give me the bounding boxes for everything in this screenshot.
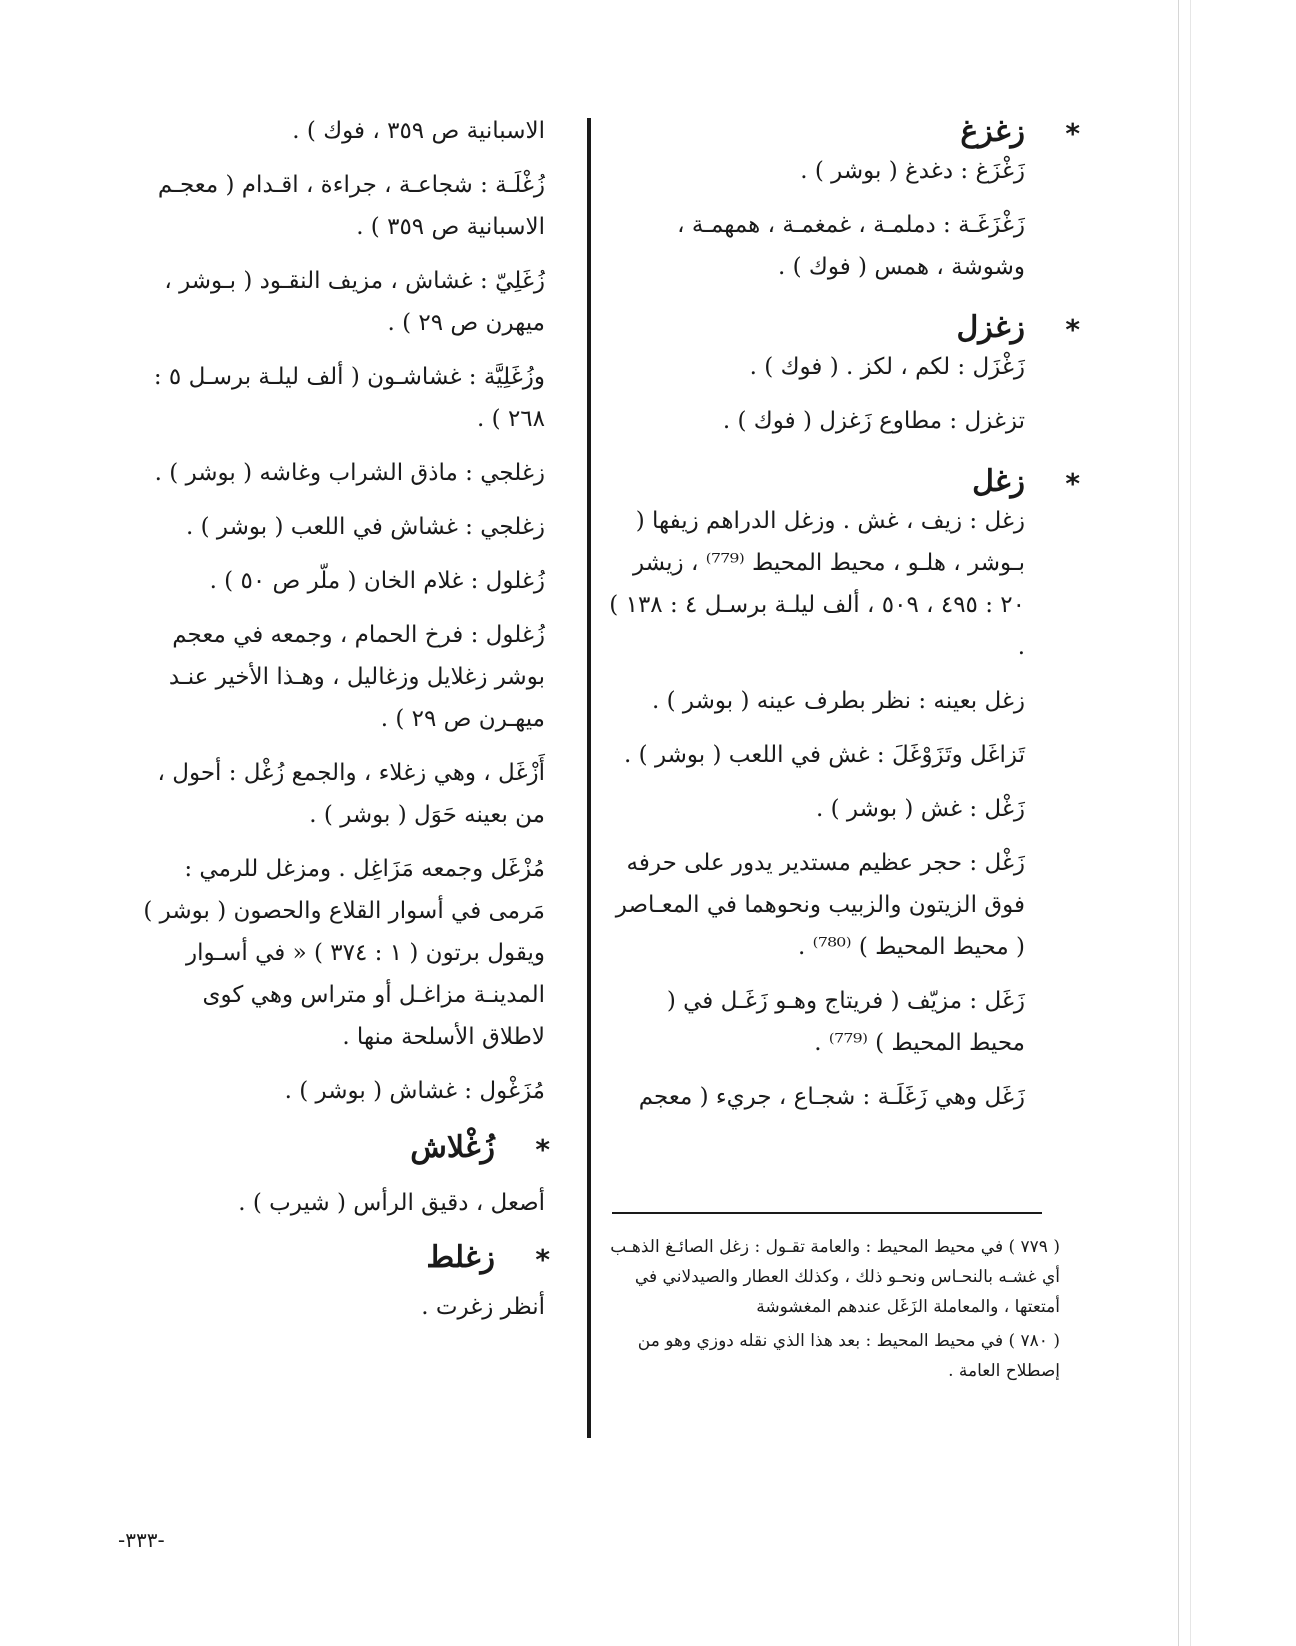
left-column — [135, 110, 550, 1340]
footnote: ( ٧٧٩ ) في محيط المحيط : والعامة تقـول : زغل الصائـغ الذهـب أي غشـه بالنحـاس ونحـو ذلك ، وكذلك العطار والصيدلاني في أمتعتها ، والمعاملة الزَغَل عندهم المغشوشة — [610, 1237, 1060, 1317]
entry-text: زُغلول : فرخ الحمام ، وجمعه في معجم بوشر زغلايل وزغاليل ، وهـذا الأخير عنـد ميهـرن ص ٢٩ ) . — [168, 622, 545, 732]
entry-text: مُزْغَل وجمعه مَزَاغِل . ومزغل للرمي : مَرمى في أسوار القلاع والحصون ( بوشر ) ويقول برتون ( ١ : ٣٧٤ ) « في أسـوار المدينـة مزاغـل أو متراس وهي كوى لاطلاق الأسلحة منها . — [143, 856, 545, 1050]
entry-text: زغلجي : ماذق الشراب وغاشه ( بوشر ) . — [154, 460, 545, 486]
entry-text: زُغلول : غلام الخان ( ملّر ص ٥٠ ) . — [209, 568, 545, 594]
footnote: ( ٧٨٠ ) في محيط المحيط : بعد هذا الذي نقله دوزي وهو من إصطلاح العامة . — [637, 1331, 1060, 1381]
entry-text: الاسبانية ص ٣٥٩ ، فوك ) . — [292, 118, 545, 144]
entry-heading-text: زغل — [972, 464, 1025, 499]
entry-heading — [605, 110, 1080, 154]
entry-text: زغلجي : غشاش في اللعب ( بوشر ) . — [186, 514, 545, 540]
entry-text: أنظر زغرت . — [421, 1294, 545, 1320]
entry-text: أصعل ، دقيق الرأس ( شيرب ) . — [238, 1190, 545, 1216]
entry-heading — [605, 306, 1080, 350]
entry-text: زَغَل : مزيّف ( فريتاج وهـو زَغَـل في ( محيط المحيط ) ⁽⁷⁷⁹⁾ . — [666, 988, 1025, 1056]
entry-star: * — [535, 1133, 550, 1166]
entry-heading — [135, 1236, 550, 1280]
entry-heading-text: زغزل — [956, 310, 1025, 345]
entry-text: زَغْزَل : لكم ، لكز . ( فوك ) . — [749, 354, 1025, 380]
entry-text: زُغْلَـة : شجاعـة ، جراءة ، اقـدام ( معجـم الاسبانية ص ٣٥٩ ) . — [157, 172, 545, 240]
entry-heading-text: زغلط — [426, 1240, 495, 1275]
entry-text: زَغْل : حجر عظيم مستدير يدور على حرفه فوق الزيتون والزبيب ونحوهما في المعـاصر ( محيط المحيط ) ⁽⁷⁸⁰⁾ . — [615, 850, 1025, 960]
entry-heading-text: زُغْلاش — [410, 1130, 495, 1165]
entry-text: أَزْغَل ، وهي زغلاء ، والجمع زُغْل : أحول ، من بعينه حَوَل ( بوشر ) . — [157, 760, 545, 828]
entry-star: * — [1065, 313, 1080, 346]
entry-text: وزُغَلِيَّة : غشاشـون ( ألف ليلـة برسـل ٥ : ٢٦٨ ) . — [153, 364, 545, 432]
entry-star: * — [1065, 467, 1080, 500]
entry-text: مُزَغْول : غشاش ( بوشر ) . — [284, 1078, 545, 1104]
entry-text: زَغْزَغ : دغدغ ( بوشر ) . — [800, 158, 1025, 184]
scan-edge-line — [1190, 0, 1191, 1646]
column-rule — [587, 118, 591, 1438]
entry-text: زَغَل وهي زَغَلَـة : شجـاع ، جريء ( معجم — [638, 1084, 1025, 1110]
entry-text: تزغزل : مطاوع زَغزل ( فوك ) . — [722, 408, 1025, 434]
entry-star: * — [535, 1243, 550, 1276]
page-number: -٣٣٣- — [118, 1528, 165, 1552]
entry-text: زَغْزَغَـة : دملمـة ، غمغمـة ، همهمـة ، وشوشة ، همس ( فوك ) . — [677, 212, 1025, 280]
entry-text: زُغَلِيّ : غشاش ، مزيف النقـود ( بـوشر ، ميهرن ص ٢٩ ) . — [164, 268, 545, 336]
entry-star: * — [1065, 117, 1080, 150]
entry-heading — [605, 460, 1080, 504]
entry-text: تَزاغَل وتَزَوْغَلَ : غش في اللعب ( بوشر ) . — [624, 742, 1025, 768]
footnotes — [610, 1232, 1060, 1390]
scan-edge-line — [1178, 0, 1179, 1646]
entry-heading — [135, 1126, 550, 1170]
right-column — [605, 110, 1080, 1130]
footnote-separator — [612, 1212, 1042, 1214]
entry-text: زَغْل : غش ( بوشر ) . — [815, 796, 1025, 822]
entry-text: زغل : زيف ، غش . وزغل الدراهم زيفها ( بـوشر ، هلـو ، محيط المحيط ⁽⁷⁷⁹⁾ ، زيشر ٢٠ : ٤٩٥ ، ٥٠٩ ، ألف ليلـة برسـل ٤ : ١٣٨ ) . — [609, 508, 1025, 660]
entry-text: زغل بعينه : نظر بطرف عينه ( بوشر ) . — [651, 688, 1025, 714]
entry-heading-text: زغزغ — [960, 114, 1025, 149]
